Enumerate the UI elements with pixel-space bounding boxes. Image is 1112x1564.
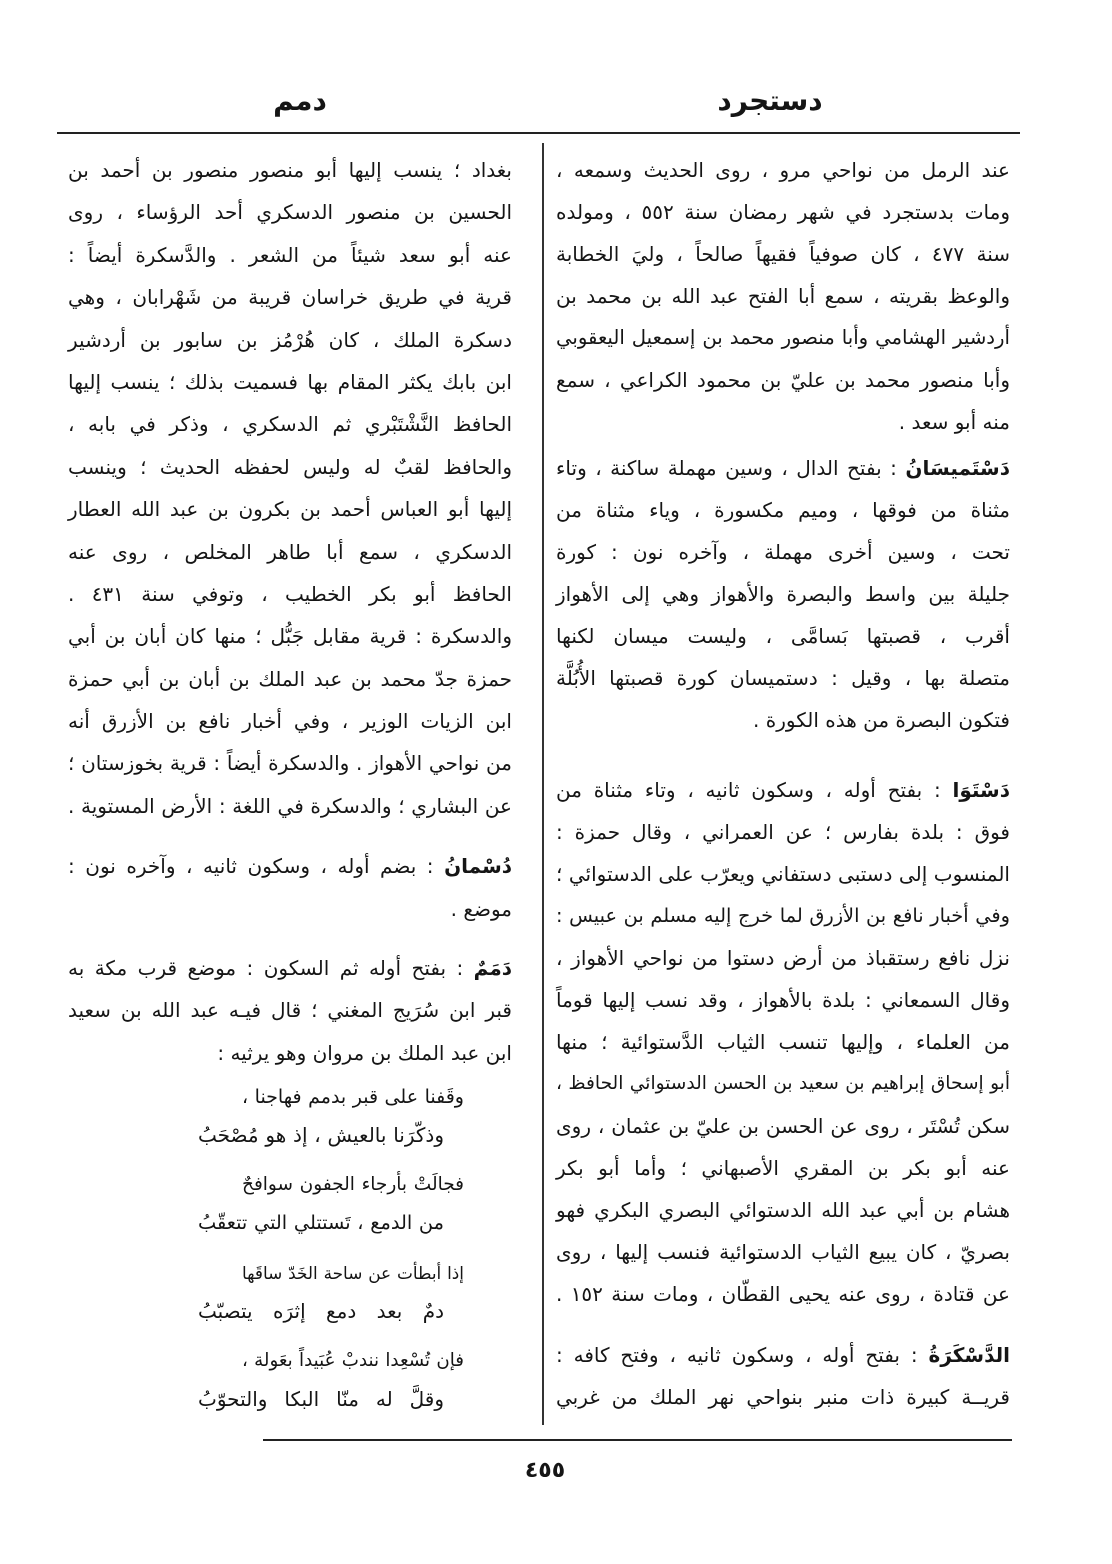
right-column [556,149,1010,1418]
entry-headword: دَسْتَوَا [952,778,1010,802]
entry-text: : بفتح أوله ، وسكون ثانيه ، وفتح كافه : [555,1343,918,1367]
entry-continuation [556,149,1010,443]
text-line: ابن الزيات الوزير ، وفي أخبار نافع بن الأزرق أنه [68,709,512,734]
text-line: تحت ، وسين أخرى مهملة ، وآخره نون : كورة [556,540,1010,564]
text-line: قبر ابن سُرَيج المغني ؛ قال فيـه عبد الله بن سعيد [68,998,512,1023]
verse [68,1254,512,1330]
verse-hemistich: من الدمع ، تَستتلي التي تتعقّبُ [198,1211,444,1235]
entry-headword: دَمَمٌ [473,956,512,981]
text-line: منه أبو سعد . [898,410,1010,434]
text-line: عن البشاري ؛ والدسكرة في اللغة : الأرض المستوية . [68,793,512,818]
text-line: حمزة جدّ محمد بن عبد الملك بن أبان بن أبي حمزة [68,666,512,691]
text-line: الحافظ النَّشْتَبْري ثم الدسكري ، وذكر في بابه ، [68,412,512,437]
text-line: والدسكرة : قرية مقابل جَبُّل ؛ منها كان أبان بن أبي [68,624,512,649]
text-line: ابن بابك يكثر المقام بها فسميت بذلك ؛ ينسب إليها [68,369,512,394]
page-number: ٤٥٥ [524,1458,566,1483]
text-line: وأبا منصور محمد بن عليّ بن محمود الكراعي ، سمع [556,368,1010,392]
verse [68,1166,512,1242]
text-line: المنسوب إلى دستبى دستفاني ويعرّب على الدستوائي ؛ [556,862,1010,886]
text-line: فتكون البصرة من هذه الكورة . [753,708,1010,732]
text-line: إليها أبو العباس أحمد بن بكرون بن عبد الله العطار [68,497,512,522]
text-line: الحسين بن منصور الدسكري أحد الرؤساء ، روى [68,200,512,225]
running-head-left: دمم [273,84,327,117]
text-line: مثناة من فوقها ، وميم مكسورة ، وياء مثناة من [556,498,1010,522]
verse [68,1078,512,1154]
text-line: والحافظ لقبٌ له وليس لحفظه الحديث ؛ وينسب [68,454,512,479]
column-divider [542,143,544,1425]
text-line: متصلة بها ، وقيل : دستميسان كورة قصبتها الأُبُلَّة [556,666,1010,690]
text-line: سنة ٤٧٧ ، كان صوفياً فقيهاً صالحاً ، وليَ الخطابة [555,242,1010,266]
text-line: سكن تُسْتَر ، روى عن الحسن بن عليّ بن عثمان ، روى [556,1114,1010,1138]
text-line: عنه أبو سعد شيئاً من الشعر . والدَّسكرة أيضاً : [68,242,512,267]
text-line: من العلماء ، وإليها تنسب الثياب الدَّستوائية ؛ منها [556,1030,1010,1054]
entry-al-daskara [556,1334,1010,1418]
verse-hemistich: وقلَّ له منّا البكا والتحوّبُ [198,1387,444,1412]
top-rule [57,132,1020,134]
text-line [68,845,512,887]
verse-hemistich: وذكّرَنا بالعيش ، إذ هو مُصْحَبُ [198,1123,444,1148]
entry-continuation [68,149,512,827]
entry-dusman [68,845,512,930]
text-line: أقرب ، قصبتها بَسامَّى ، وليست ميسان لكنها [556,624,1010,648]
text-line: ومات بدستجرد في شهر رمضان سنة ٥٥٢ ، ومولده [556,200,1010,224]
text-line: جليلة بين واسط والبصرة والأهواز وهي إلى الأهواز [556,582,1010,606]
entry-text: : بفتح أوله ، وسكون ثانيه ، وتاء مثناة من [556,778,941,802]
verse-hemistich: فإن تُسْعِدا نندبْ عُبَيداً بعَولة ، [242,1350,464,1372]
text-line: بغداد ؛ ينسب إليها أبو منصور منصور بن أحمد بن [68,158,512,182]
entry-headword: دَسْتَميسَانُ [905,456,1010,480]
text-line: والوعظ بقريته ، سمع أبا الفتح عبد الله بن محمد بن [556,284,1010,308]
text-line: الدسكري ، سمع أبا طاهر المخلص ، روى عنه [68,539,512,564]
verse [68,1342,512,1418]
verse-hemistich: فجالَتْ بأرجاء الجفون سوافحٌ [242,1174,464,1196]
text-line: من نواحي الأهواز . والدسكرة أيضاً : قرية بخوزستان ؛ [68,751,512,776]
verse-hemistich: وقَفنا على قبر بدمم فهاجنا ، [242,1086,464,1109]
text-line: عند الرمل من نواحي مرو ، روى الحديث وسمعه ، [556,158,1010,182]
text-line: قريــة كبيرة ذات منبر بنواحي نهر الملك من غربي [556,1385,1010,1409]
text-line: هشام بن أبي عبد الله الدستوائي البصري البكري فهو [556,1198,1010,1222]
entry-dastamaysan [556,447,1010,741]
text-line: عنه أبو بكر بن المقري الأصبهاني ؛ وأما أبو بكر [556,1156,1010,1180]
left-column [68,149,512,1418]
text-line [68,947,512,989]
bottom-rule [263,1439,1012,1441]
text-line: عن قتادة ، روى عنه يحيى القطّان ، ومات سنة ١٥٢ . [555,1282,1010,1306]
text-line: نزل نافع رستقباذ من أرض دستوا من نواحي الأهواز ، [556,946,1010,970]
text-line: أردشير الهشامي وأبا منصور محمد بن إسمعيل اليعقوبي [556,326,1010,349]
entry-dastawa [556,769,1010,1315]
text-line [556,447,1010,489]
text-line: وفي أخبار نافع بن الأزرق لما خرج إليه مسلم بن عبيس : [556,904,1010,927]
text-line: قرية في طريق خراسان قريبة من شَهْرابان ، وهي [68,285,512,310]
verse-hemistich: إذا أبطأت عن ساحة الخَدّ ساقَها [242,1263,464,1284]
entry-headword: دُسْمانُ [444,854,512,879]
text-line: دسكرة الملك ، كان هُرْمُز بن سابور بن أردشير [68,327,512,352]
text-line: موضع . [450,896,512,921]
entry-text: : بفتح الدال ، وسين مهملة ساكنة ، وتاء [556,456,897,480]
text-line: الحافظ أبو بكر الخطيب ، وتوفي سنة ٤٣١ . [67,581,512,606]
entry-text: : بضم أوله ، وسكون ثانيه ، وآخره نون : [68,854,434,879]
text-line: أبو إسحاق إبراهيم بن سعيد بن الحسن الدستوائي الحافظ ، [556,1073,1010,1094]
text-line [556,1334,1010,1376]
text-line: ابن عبد الملك بن مروان وهو يرثيه : [217,1040,512,1065]
entry-text: : بفتح أوله ثم السكون : موضع قرب مكة به [68,956,464,981]
entry-damam [68,947,512,1418]
text-line: وقال السمعاني : بلدة بالأهواز ، وقد نسب إليها قوماً [556,988,1010,1012]
elegy-poem [68,1078,512,1418]
verse-hemistich: دمٌ بعد دمع إثرَه يتصبّبُ [198,1299,444,1324]
entry-headword: الدَّسْكَرَةُ [928,1343,1010,1367]
text-line: فوق : بلدة بفارس ؛ عن العمراني ، وقال حمزة : [556,820,1010,844]
text-line [556,769,1010,811]
text-line: بصريّ ، كان يبيع الثياب الدستوائية فنسب إليها ، روى [556,1240,1010,1264]
running-head-right: دستجرد [717,84,823,117]
